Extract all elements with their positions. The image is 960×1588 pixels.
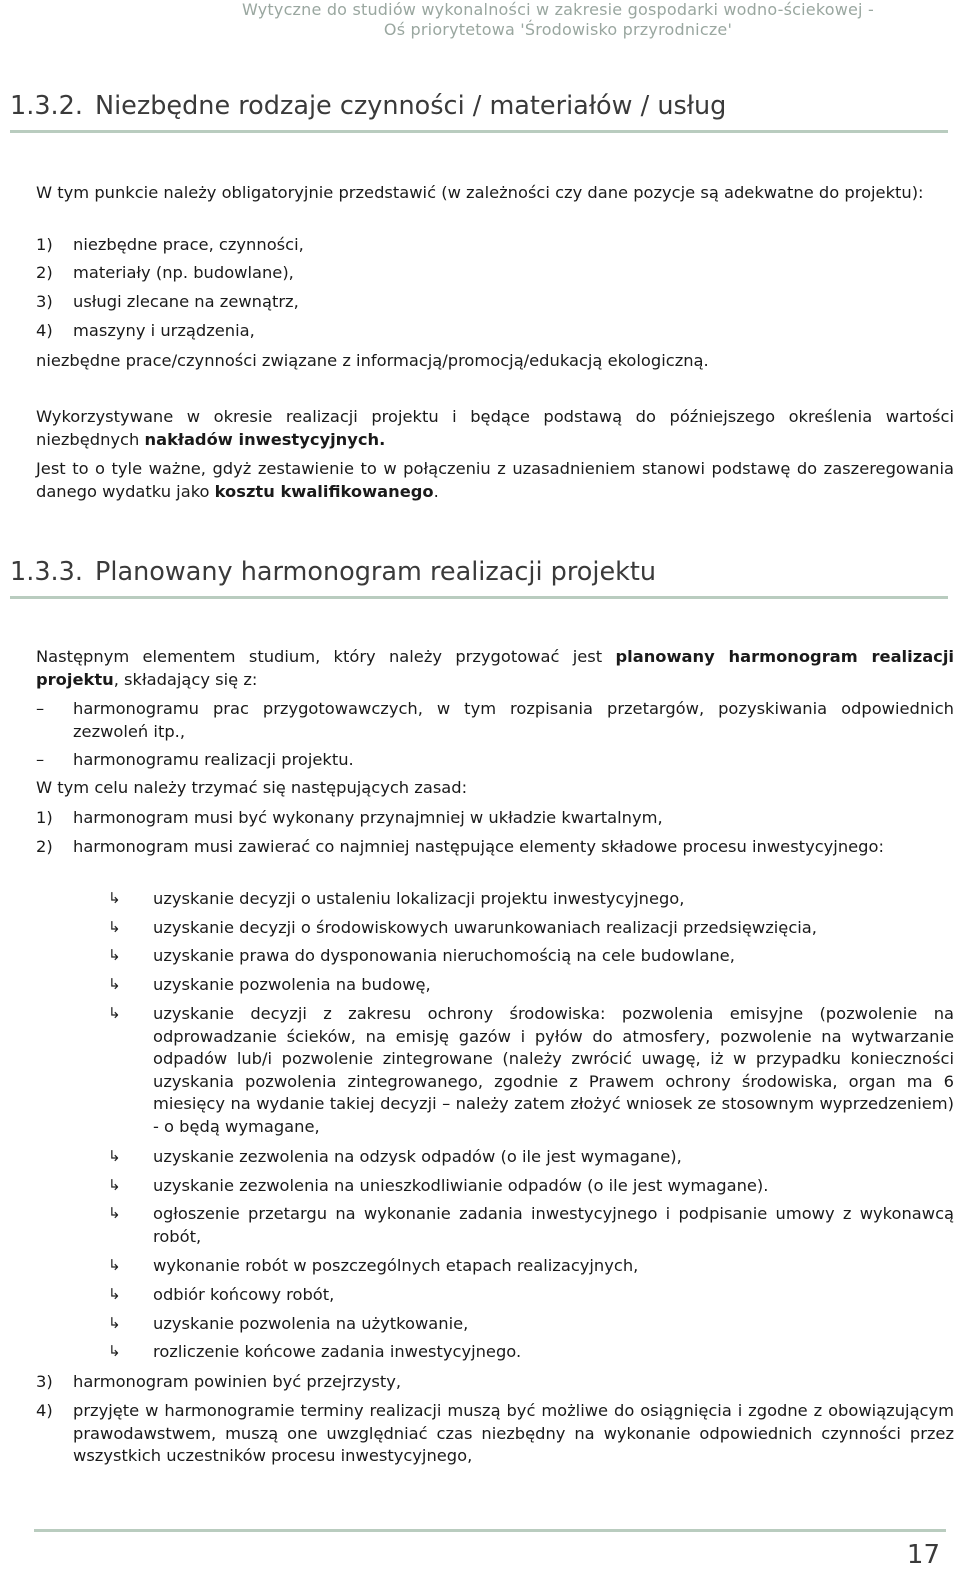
- section-heading-133: [10, 556, 948, 599]
- paragraph-end: .: [433, 481, 439, 501]
- hook-arrow-icon: ↳: [108, 1314, 121, 1332]
- item-text: harmonogram musi być wykonany przynajmniej w układzie kwartalnym,: [73, 808, 663, 827]
- footer-divider: [34, 1529, 946, 1532]
- section-title: Niezbędne rodzaje czynności / materiałów / usług: [95, 91, 727, 121]
- intro-paragraph: W tym punkcie należy obligatoryjnie przedstawić (w zależności czy dane pozycje są adekwatne do projektu):: [36, 183, 924, 202]
- item-text: uzyskanie pozwolenia na budowę,: [153, 975, 431, 994]
- schedule-intro-paragraph: [36, 646, 954, 691]
- page-number: 17: [906, 1540, 940, 1570]
- emphasis-eligible-cost: kosztu kwalifikowanego: [214, 481, 434, 501]
- paragraph-end: , składający się z:: [113, 669, 258, 689]
- paragraph-eligible-cost: [36, 458, 954, 503]
- hook-arrow-icon: ↳: [108, 1285, 121, 1303]
- dash-marker: –: [36, 699, 45, 718]
- hook-arrow-icon: ↳: [108, 1342, 121, 1360]
- item-text: uzyskanie pozwolenia na użytkowanie,: [153, 1314, 469, 1333]
- hook-arrow-icon: ↳: [108, 1176, 121, 1194]
- item-text: usługi zlecane na zewnątrz,: [73, 292, 299, 311]
- closing-line: niezbędne prace/czynności związane z informacją/promocją/edukacją ekologiczną.: [36, 351, 709, 370]
- hook-arrow-icon: ↳: [108, 1256, 121, 1274]
- hook-arrow-icon: ↳: [108, 1004, 121, 1022]
- rules-intro: W tym celu należy trzymać się następujących zasad:: [36, 778, 468, 797]
- header-line-1: Wytyczne do studiów wykonalności w zakresie gospodarki wodno-ściekowej -: [242, 0, 874, 19]
- hook-arrow-icon: ↳: [108, 1204, 121, 1222]
- item-text: wykonanie robót w poszczególnych etapach realizacyjnych,: [153, 1256, 639, 1275]
- hook-arrow-icon: ↳: [108, 918, 121, 936]
- paragraph-text: Następnym elementem studium, który należy przygotować jest: [36, 647, 616, 666]
- item-text: odbiór końcowy robót,: [153, 1285, 335, 1304]
- section-number: 1.3.3.: [10, 557, 83, 587]
- item-marker: 4): [36, 1401, 53, 1420]
- paragraph-text: Jest to o tyle ważne, gdyż zestawienie to w połączeniu z uzasadnieniem stanowi podstawę do zaszeregowania danego wydatku jako: [36, 459, 954, 501]
- item-marker: 3): [36, 1372, 53, 1391]
- item-text: ogłoszenie przetargu na wykonanie zadania inwestycyjnego i podpisanie umowy z wykonawcą robót,: [153, 1204, 954, 1246]
- item-text: uzyskanie decyzji z zakresu ochrony środowiska: pozwolenia emisyjne (pozwolenie na odprowadzanie ścieków, na emisję gazów i pyłów do atmosfery, pozwolenie na wytwarzanie odpadów lub/i pozwolenie zintegrowane (należy zwrócić uwagę, iż w przypadku konieczności uzyskania pozwolenia zintegrowanego, zgodnie z Prawem ochrony środowiska, organ ma 6 miesięcy na wydanie takiej decyzji – należy zatem złożyć wniosek ze stosownym wyprzedzeniem) - o będą wymagane,: [153, 1004, 954, 1136]
- item-marker: 3): [36, 292, 53, 311]
- paragraph-end: .: [379, 429, 386, 449]
- paragraph-investment: [36, 406, 954, 451]
- running-header: [178, 0, 938, 40]
- section-title: Planowany harmonogram realizacji projektu: [95, 557, 657, 587]
- hook-arrow-icon: ↳: [108, 1147, 121, 1165]
- item-text: harmonogramu realizacji projektu.: [73, 750, 354, 769]
- item-text: przyjęte w harmonogramie terminy realizacji muszą być możliwe do osiągnięcia i zgodne z obowiązującym prawodawstwem, muszą one uwzględniać czas niezbędny na wykonanie odpowiednich czynności przez wszystkich uczestników procesu inwestycyjnego,: [73, 1401, 954, 1465]
- emphasis-schedule: planowany harmonogram realizacji projektu: [36, 647, 954, 689]
- item-text: rozliczenie końcowe zadania inwestycyjnego.: [153, 1342, 522, 1361]
- hook-arrow-icon: ↳: [108, 946, 121, 964]
- header-line-2: Oś priorytetowa 'Środowisko przyrodnicze': [383, 20, 733, 39]
- item-text: uzyskanie zezwolenia na odzysk odpadów (o ile jest wymagane),: [153, 1147, 682, 1166]
- item-text: niezbędne prace, czynności,: [73, 235, 304, 254]
- item-text: materiały (np. budowlane),: [73, 263, 294, 282]
- item-marker: 4): [36, 321, 53, 340]
- hook-arrow-icon: ↳: [108, 975, 121, 993]
- item-text: uzyskanie decyzji o środowiskowych uwarunkowaniach realizacji przedsięwzięcia,: [153, 918, 817, 937]
- item-marker: 1): [36, 808, 53, 827]
- item-text: harmonogram musi zawierać co najmniej następujące elementy składowe procesu inwestycyjnego:: [73, 837, 884, 856]
- hook-arrow-icon: ↳: [108, 889, 121, 907]
- item-marker: 1): [36, 235, 53, 254]
- dash-marker: –: [36, 750, 45, 769]
- item-text: uzyskanie prawa do dysponowania nieruchomością na cele budowlane,: [153, 946, 735, 965]
- paragraph-text: Wykorzystywane w okresie realizacji projektu i będące podstawą do późniejszego określenia wartości niezbędnych: [36, 407, 954, 449]
- item-text: maszyny i urządzenia,: [73, 321, 255, 340]
- item-marker: 2): [36, 263, 53, 282]
- item-text: harmonogramu prac przygotowawczych, w tym rozpisania przetargów, pozyskiwania odpowiednich zezwoleń itp.,: [73, 699, 954, 741]
- emphasis-investment: nakładów inwestycyjnych: [144, 429, 380, 449]
- item-text: harmonogram powinien być przejrzysty,: [73, 1372, 402, 1391]
- item-text: uzyskanie decyzji o ustaleniu lokalizacji projektu inwestycyjnego,: [153, 889, 685, 908]
- section-heading-132: [10, 90, 948, 133]
- item-marker: 2): [36, 837, 53, 856]
- section-number: 1.3.2.: [10, 91, 83, 121]
- item-text: uzyskanie zezwolenia na unieszkodliwianie odpadów (o ile jest wymagane).: [153, 1176, 769, 1195]
